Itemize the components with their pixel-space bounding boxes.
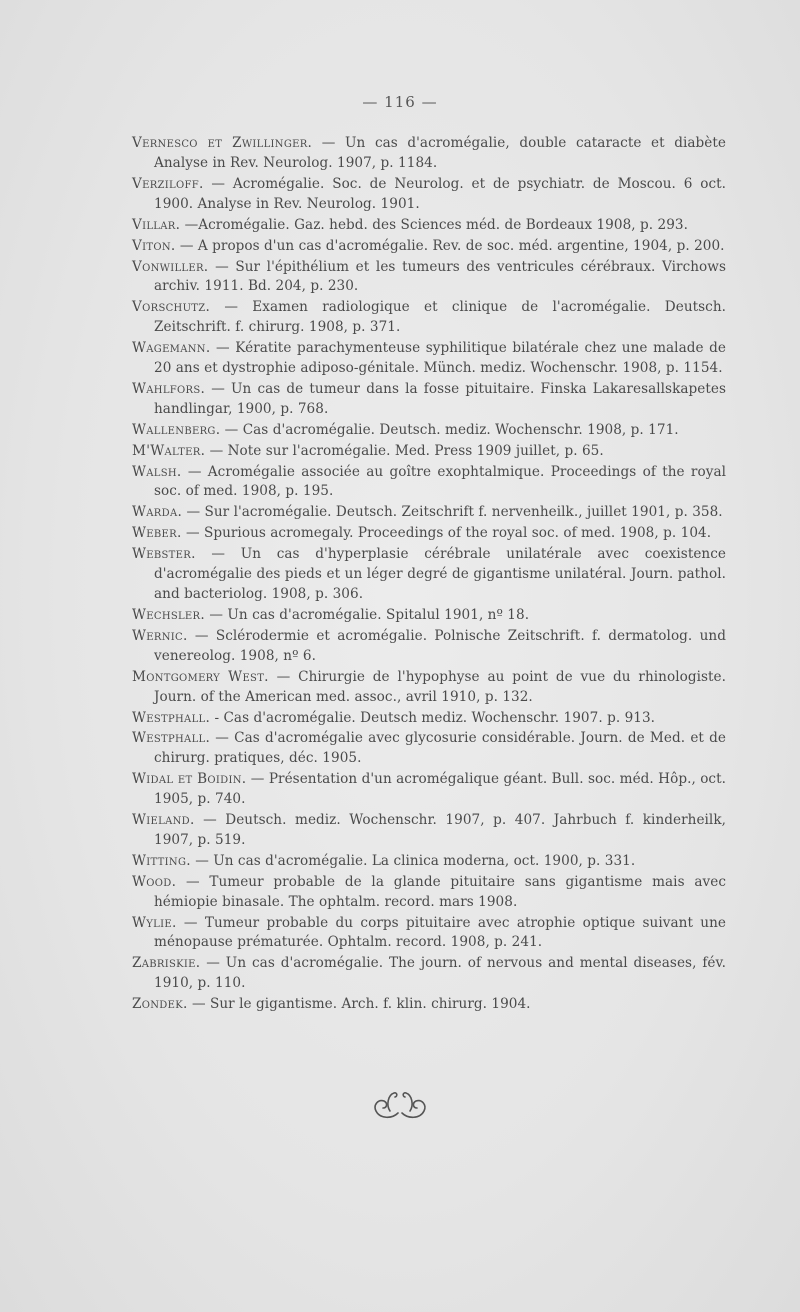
entry-text: — Un cas de tumeur dans la fosse pituitaire. Finska Lakaresallskapetes handlingar, 1900, p. 768. [154,380,726,417]
entry-author: Wahlfors. [132,380,206,397]
fleuron-ornament-icon [370,1087,430,1121]
bibliography-entry [132,729,726,769]
entry-author: Wallenberg. [132,421,221,438]
entry-author: Walsh. [132,463,182,480]
entry-text: — Présentation d'un acromégalique géant. Bull. soc. méd. Hôp., oct. 1905, p. 740. [154,771,726,808]
entry-text: — Acromégalie associée au goître exophtalmique. Proceedings of the royal soc. of med. 1908, p. 195. [154,463,726,500]
bibliography-entry [132,914,726,954]
entry-author: Wechsler. [132,606,205,623]
bibliography-entry [132,380,726,420]
entry-text: — Sur l'épithélium et les tumeurs des ventricules cérébraux. Virchows archiv. 1911. Bd. 204, p. 230. [154,258,726,295]
bibliography-entry [132,524,726,544]
entry-text: — Spurious acromegaly. Proceedings of the royal soc. of med. 1908, p. 104. [181,525,712,542]
bibliography-entry [132,770,726,810]
bibliography-entry [132,709,726,729]
entry-author: Webster. [132,546,196,563]
bibliography-entry [132,298,726,338]
entry-author: Witting. [132,852,191,869]
entry-text: — Un cas d'acromégalie. The journ. of nervous and mental diseases, fév. 1910, p. 110. [154,955,726,992]
entry-text: — Acromégalie. Soc. de Neurolog. et de psychiatr. de Moscou. 6 oct. 1900. Analyse in Rev. Neurolog. 1901. [154,175,726,212]
entry-text: — Un cas d'acromégalie, double cataracte et diabète Analyse in Rev. Neurolog. 1907, p. 1184. [154,135,727,171]
entry-author: Wagemann. [132,340,211,357]
entry-author: Wernic. [132,627,188,644]
entry-text: — Tumeur probable du corps pituitaire avec atrophie optique suivant une ménopause prématurée. Ophtalm. record. 1908, p. 241. [154,914,726,951]
bibliography-entry [132,175,726,215]
entry-author: Montgomery West. [132,668,269,685]
entry-author: Villar. [132,216,181,233]
bibliography-entry [132,873,726,913]
bibliography-entry [132,545,726,604]
page-number: — 116 — [362,93,438,111]
entry-text: — Deutsch. mediz. Wochenschr. 1907, p. 407. Jahrbuch f. kinderheilk, 1907, p. 519. [154,812,726,848]
entry-author: Weber. [132,525,182,542]
bibliography-entry [132,421,726,441]
entry-text: — Kératite parachymenteuse syphilitique bilatérale chez une malade de 20 ans et dystrophie adiposo-génitale. Münch. mediz. Wochenschr. 1908, p. 1154. [154,340,726,376]
bibliography-entry [132,668,726,708]
bibliography-entry [132,463,726,503]
entry-text: — Un cas d'hyperplasie cérébrale unilatérale avec coexistence d'acromégalie des pieds et un léger degré de gigantisme unilatéral. Journ. pathol. and bacteriolog. 1908, p. 306. [154,546,726,602]
entry-text: — Sur l'acromégalie. Deutsch. Zeitschrift f. nervenheilk., juillet 1901, p. 358. [182,504,723,521]
bibliography-entry [132,995,726,1015]
entry-author: M'Walter. [132,442,206,459]
entry-author: Vonwiller. [132,258,209,275]
bibliography-entry [132,627,726,667]
bibliography-entry [132,503,726,523]
bibliography-entry [132,134,726,174]
entry-author: Wood. [132,873,177,890]
entry-text: — Sclérodermie et acromégalie. Polnische Zeitschrift. f. dermatolog. und venereolog. 1908, nº 6. [154,627,726,664]
entry-text: — Sur le gigantisme. Arch. f. klin. chirurg. 1904. [187,996,531,1013]
bibliography-entry [132,339,726,379]
entry-author: Westphall. [132,709,211,726]
entry-text: — A propos d'un cas d'acromégalie. Rev. de soc. méd. argentine, 1904, p. 200. [175,237,725,254]
entry-author: Zabriskie. [132,955,201,972]
entry-text: — Un cas d'acromégalie. Spitalul 1901, nº 18. [205,606,530,623]
bibliography-entry [132,852,726,872]
entry-text: — Tumeur probable de la glande pituitaire sans gigantisme mais avec hémiopie binasale. The ophtalm. record. mars 1908. [154,873,726,910]
entry-text: — Examen radiologique et clinique de l'acromégalie. Deutsch. Zeitschrift. f. chirurg. 1908, p. 371. [154,299,726,336]
bibliography-entry [132,954,726,994]
entry-text: - Cas d'acromégalie. Deutsch mediz. Wochenschr. 1907. p. 913. [210,709,656,726]
bibliography-entry [132,442,726,462]
bibliography-entry [132,606,726,626]
entry-author: Widal et Boidin. [132,771,247,788]
entry-text: — Cas d'acromégalie. Deutsch. mediz. Wochenschr. 1908, p. 171. [220,421,679,438]
entry-text: — Cas d'acromégalie avec glycosurie considérable. Journ. de Med. et de chirurg. pratiques, déc. 1905. [154,730,726,767]
entry-author: Wieland. [132,812,195,829]
entry-author: Westphall. [132,730,211,747]
entry-author: Vernesco et Zwillinger. [132,135,313,151]
entry-text: — Chirurgie de l'hypophyse au point de vue du rhinologiste. Journ. of the American med. assoc., avril 1910, p. 132. [154,668,726,705]
bibliography-entry [132,258,726,298]
entry-text: — Un cas d'acromégalie. La clinica moderna, oct. 1900, p. 331. [190,852,636,869]
entry-text: —Acromégalie. Gaz. hebd. des Sciences méd. de Bordeaux 1908, p. 293. [180,216,688,233]
entry-text: — Note sur l'acromégalie. Med. Press 1909 juillet, p. 65. [205,442,604,459]
entry-author: Wylie. [132,914,177,931]
entry-author: Vorschutz. [132,299,211,316]
entry-author: Viton. [132,237,176,254]
entry-author: Verziloff. [132,175,204,192]
bibliography-entry [132,216,726,236]
entry-author: Zondek. [132,996,188,1013]
bibliography-list [132,134,726,1016]
bibliography-entry [132,811,726,851]
bibliography-entry [132,237,726,257]
entry-author: Warda. [132,504,183,521]
